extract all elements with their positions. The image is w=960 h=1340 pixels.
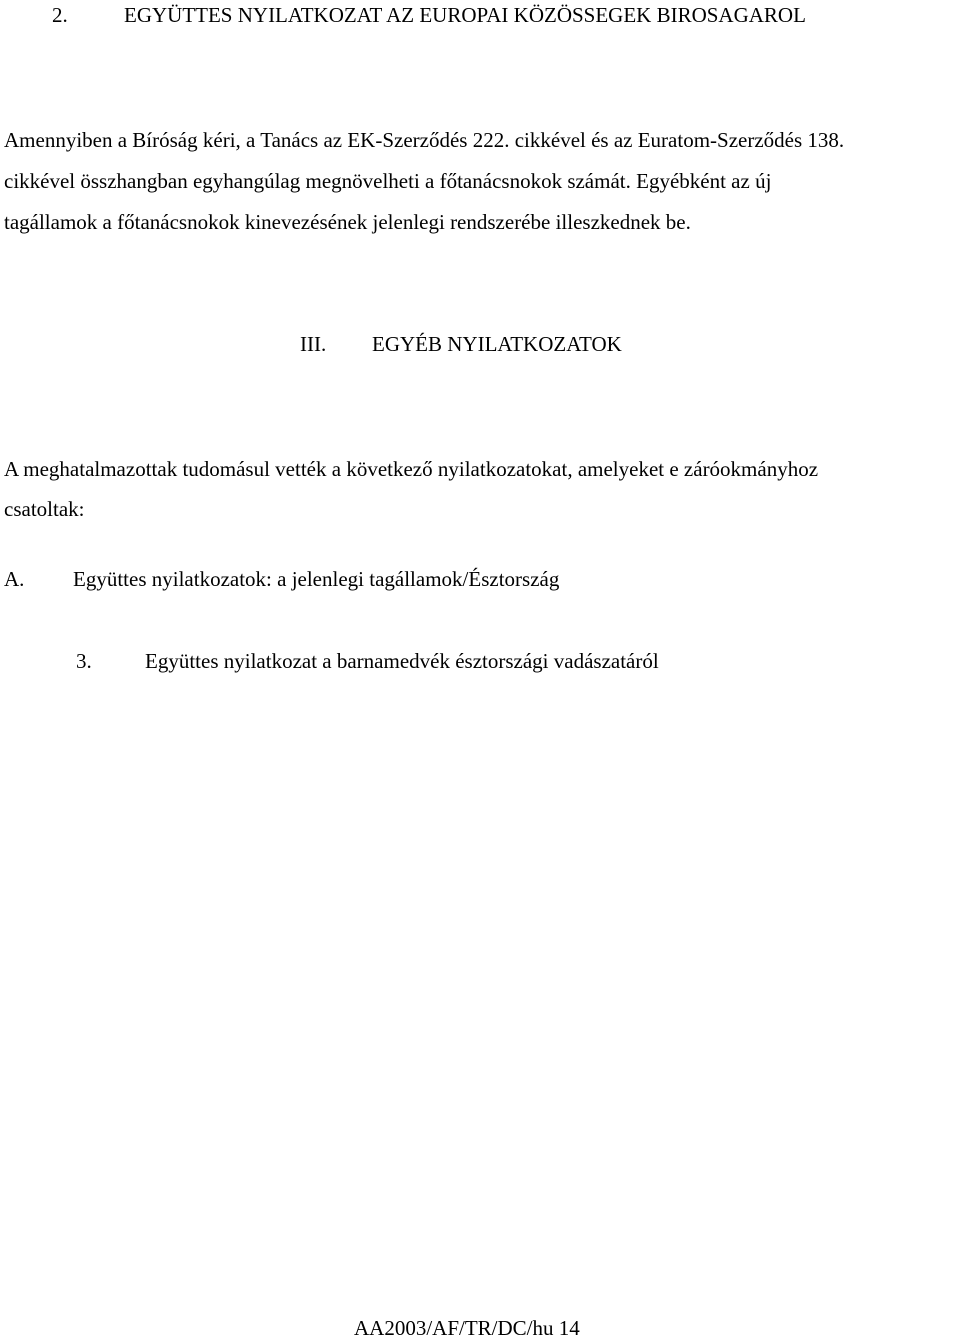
heading-iii-title: EGYÉB NYILATKOZATOK xyxy=(372,332,622,356)
paragraph-line: csatoltak: xyxy=(4,497,85,521)
subsection-a-title: Együttes nyilatkozatok: a jelenlegi tagállamok/Észtország xyxy=(73,567,560,591)
section-2-number: 2. xyxy=(52,3,68,27)
paragraph-line: tagállamok a főtanácsnokok kinevezésének jelenlegi rendszerébe illeszkednek be. xyxy=(4,210,691,234)
subsection-a-letter: A. xyxy=(4,567,25,591)
paragraph-line: cikkével összhangban egyhangúlag megnövelheti a főtanácsnokok számát. Egyébként az új xyxy=(4,169,772,193)
section-2-title: EGYÜTTES NYILATKOZAT AZ EUROPAI KÖZÖSSEGEK BIROSAGAROL xyxy=(124,3,806,27)
item-3-title: Együttes nyilatkozat a barnamedvék észtországi vadászatáról xyxy=(145,649,659,673)
heading-iii-numeral: III. xyxy=(300,332,327,356)
document-reference: AA2003/AF/TR/DC/hu 14 xyxy=(354,1316,580,1340)
paragraph-line: Amennyiben a Bíróság kéri, a Tanács az EK-Szerződés 222. cikkével és az Euratom-Szerződés 138. xyxy=(4,128,845,152)
item-3-number: 3. xyxy=(76,649,92,673)
paragraph-line: A meghatalmazottak tudomásul vették a következő nyilatkozatokat, amelyeket e záróokmányhoz xyxy=(4,457,819,481)
